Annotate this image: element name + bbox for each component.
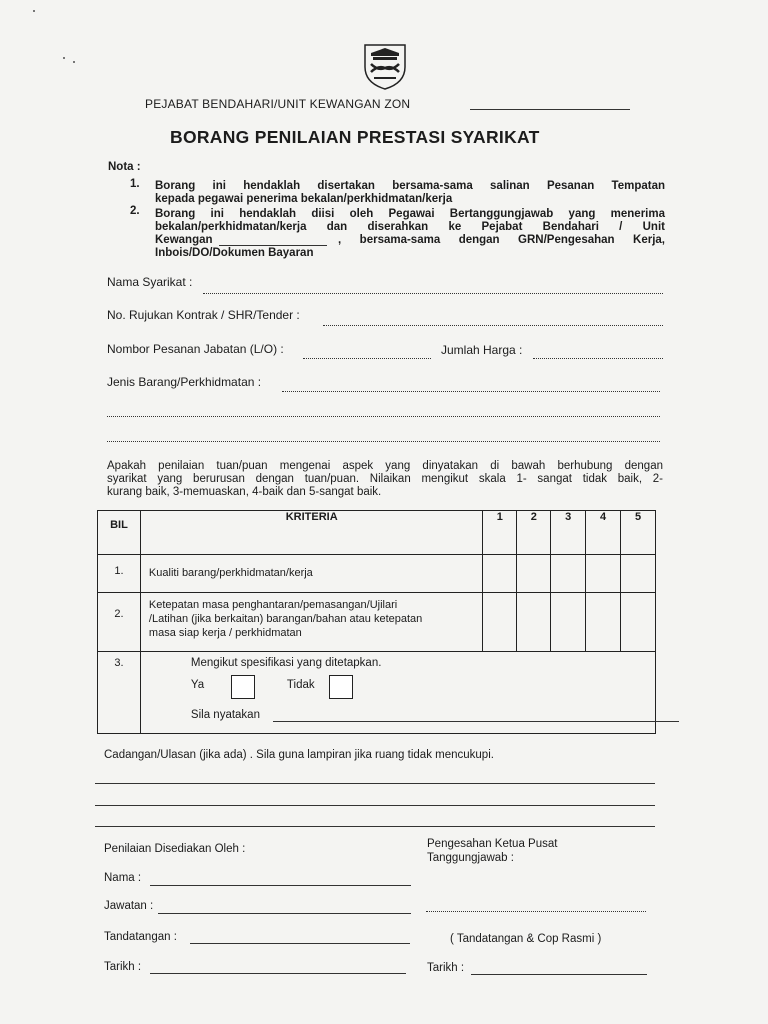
prepared-position-field[interactable] (158, 913, 411, 914)
no-label: Tidak (286, 679, 315, 691)
goods-type-field[interactable] (282, 391, 660, 392)
rating-cell-2[interactable] (517, 555, 551, 593)
comments-line-2[interactable] (95, 805, 655, 806)
no-checkbox[interactable] (329, 675, 353, 699)
total-price-label: Jumlah Harga : (441, 343, 523, 357)
row-number: 1. (98, 555, 141, 593)
prepared-position-label: Jawatan : (104, 900, 154, 912)
prepared-by-title: Penilaian Disediakan Oleh : (104, 843, 246, 855)
verified-signature-field[interactable] (426, 911, 646, 912)
unit-kewangan-line[interactable] (219, 245, 327, 246)
criteria-text: Ketepatan masa penghantaran/pemasangan/Ujilari /Latihan (jika berkaitan) barangan/bahan atau ketepatan masa siap kerja / perkhidmatan (140, 593, 482, 652)
table-header-row (98, 511, 656, 555)
scan-speck (33, 10, 35, 12)
rating-cell-1[interactable] (483, 555, 517, 593)
office-label: PEJABAT BENDAHARI/UNIT KEWANGAN ZON (145, 97, 411, 111)
prepared-signature-field[interactable] (190, 943, 410, 944)
notes-label: Nota : (108, 161, 141, 173)
order-number-label: Nombor Pesanan Jabatan (L/O) : (107, 342, 284, 356)
rating-cell-5[interactable] (621, 555, 656, 593)
comments-line-3[interactable] (95, 826, 655, 827)
specify-field[interactable] (273, 721, 679, 722)
rating-cell-4[interactable] (586, 593, 621, 652)
goods-type-label: Jenis Barang/Perkhidmatan : (107, 375, 262, 389)
rating-cell-3[interactable] (551, 555, 586, 593)
specify-label: Sila nyatakan (190, 709, 260, 721)
column-header-scale-3: 3 (551, 511, 586, 555)
yes-checkbox[interactable] (231, 675, 255, 699)
verified-date-field[interactable] (471, 974, 647, 975)
comments-label: Cadangan/Ulasan (jika ada) . Sila guna lampiran jika ruang tidak mencukupi. (104, 749, 494, 761)
prepared-name-label: Nama : (104, 872, 142, 884)
zone-line[interactable] (470, 109, 630, 110)
verified-date-label: Tarikh : (427, 962, 465, 974)
criteria-table (97, 510, 656, 734)
order-number-field[interactable] (303, 358, 431, 359)
column-header-scale-4: 4 (586, 511, 621, 555)
prepared-name-field[interactable] (150, 885, 411, 886)
total-price-field[interactable] (533, 358, 663, 359)
scan-speck (73, 61, 75, 63)
prepared-date-label: Tarikh : (104, 961, 142, 973)
table-row (98, 652, 656, 734)
column-header-bil: BIL (98, 511, 141, 555)
column-header-scale-2: 2 (517, 511, 551, 555)
note-number: 2. (130, 205, 140, 217)
university-crest-logo (362, 41, 408, 91)
note-1: Borang ini hendaklah disertakan bersama-sama salinan Pesanan Tempatan kepada pegawai penerima bekalan/perkhidmatan/kerja (155, 180, 665, 205)
scan-speck (63, 57, 65, 59)
contract-ref-field[interactable] (323, 325, 663, 326)
note-2: Borang ini hendaklah diisi oleh Pegawai Bertanggungjawab yang menerima bekalan/perkhidmatan/kerja dan diserahkan ke Pejabat Bendahari / Unit Kewangan , bersama-sama dengan GRN/Pengesahan Kerja, Inbois/DO/Dokumen Bayaran (155, 208, 665, 259)
row-number: 3. (98, 652, 141, 734)
column-header-scale-1: 1 (483, 511, 517, 555)
page-title: BORANG PENILAIAN PRESTASI SYARIKAT (170, 127, 540, 147)
rating-cell-3[interactable] (551, 593, 586, 652)
rating-instruction: Apakah penilaian tuan/puan mengenai aspek yang dinyatakan di bawah berhubung dengan syarikat yang berurusan dengan tuan/puan. Nilaikan mengikut skala 1- sangat tidak baik, 2- kurang baik, 3-memuaskan, 4-baik dan 5-sangat baik. (107, 460, 663, 498)
table-row (98, 593, 656, 652)
criteria-text: Mengikut spesifikasi yang ditetapkan. (190, 657, 382, 669)
note-number: 1. (130, 178, 140, 190)
prepared-signature-label: Tandatangan : (104, 931, 177, 943)
contract-ref-label: No. Rujukan Kontrak / SHR/Tender : (107, 308, 300, 322)
prepared-date-field[interactable] (150, 973, 406, 974)
signature-stamp-caption: ( Tandatangan & Cop Rasmi ) (450, 933, 602, 945)
rating-cell-1[interactable] (483, 593, 517, 652)
table-row (98, 555, 656, 593)
goods-type-field-line-2[interactable] (107, 416, 660, 417)
criteria-text: Kualiti barang/perkhidmatan/kerja (140, 555, 482, 593)
criteria-spec-cell (140, 652, 655, 734)
yes-label: Ya (190, 679, 205, 691)
comments-line-1[interactable] (95, 783, 655, 784)
goods-type-field-line-3[interactable] (107, 441, 660, 442)
column-header-kriteria: KRITERIA (140, 511, 482, 555)
company-name-field[interactable] (203, 293, 663, 294)
company-name-label: Nama Syarikat : (107, 275, 193, 289)
row-number: 2. (98, 593, 141, 652)
rating-cell-4[interactable] (586, 555, 621, 593)
verified-by-title: Pengesahan Ketua Pusat Tanggungjawab : (427, 838, 558, 864)
rating-cell-2[interactable] (517, 593, 551, 652)
rating-cell-5[interactable] (621, 593, 656, 652)
column-header-scale-5: 5 (621, 511, 656, 555)
